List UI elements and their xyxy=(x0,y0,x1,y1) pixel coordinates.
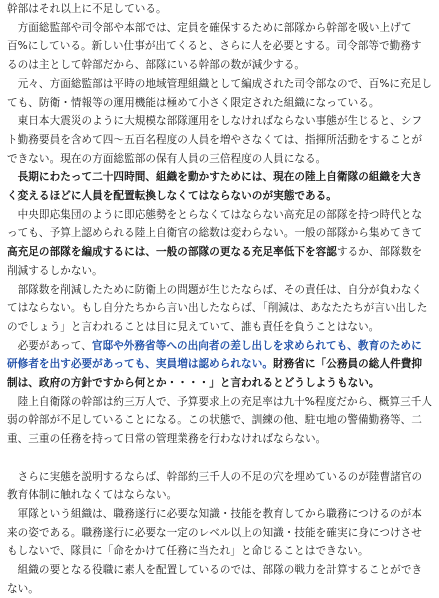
emphasis-long-term: 長期にわたって二十四時間、組織を動かすためには、現在の陸上自衛隊の組織を大きく変えるほどに人員を配置転換しなくてはならないのが実態である。 xyxy=(7,171,423,203)
text-secondment-1: 必要があって、 xyxy=(7,339,92,352)
paragraph-long-term xyxy=(7,168,432,205)
emphasis-finance-ministry: 財務省に「公務員の総人件費抑制は、政府の方針ですから何とか・・・・」と言われるとどうしようもない。 xyxy=(7,358,423,390)
paragraph-nco-education: さらに実態を説明するならば、幹部約三千人の不足の穴を埋めているのが陸曹諸官の教育体制に触れなくてはならない。 xyxy=(7,470,423,502)
paragraph-intro: 幹部はそれ以上に不足している。 xyxy=(7,3,167,15)
paragraph-key-positions: 組織の要となる役職に素人を配置しているのでは、部隊の戦力を計算することができない。 xyxy=(7,564,423,595)
paragraph-army-hq: 元々、方面総監部は平時の地域管理組織として編成された司令部なので、百%に充足しても、防衛・情報等の運用機能は極めて小さく限定された組織になっている。 xyxy=(7,77,433,109)
paragraph-rapid-response xyxy=(7,206,432,281)
emphasis-rapid-response: 高充足の部隊を編成するには、一般の部隊の更なる充足率低下を容認 xyxy=(7,246,337,259)
paragraph-responsibility: 部隊数を削減したために防衛上の問題が生じたならば、その責任は、自分が負わなくてはならない。もし自分たちから言い出したならば、「削減は、あなたたちが言い出したのでしょう」と言われることは目に見えていて、誰も責任を負うことはない。 xyxy=(7,283,428,333)
paragraph-gap xyxy=(7,449,432,468)
paragraph-earthquake: 東日本大震災のように大規模な部隊運用をしなければならない事態が生じると、シフト勤務要員を含めて四～五百名程度の人員を増やさなくては、指揮所活動をすることができない。現在の方面総監部の保有人員の三倍程度の人員になる。 xyxy=(7,115,423,165)
text-rapid-response-1: 中央即応集団のように即応態勢をとらなくてはならない高充足の部隊を持つ時代となっても、予算上認められる陸上自衛官の総数は変わらない。一般の部隊から集めてきて xyxy=(7,208,423,240)
text-rapid-response-2: するか、部隊数を削減するしかない。 xyxy=(7,246,423,277)
paragraph-headquarters: 方面総監部や司令部や本部では、定員を確保するために部隊から幹部を吸い上げて百%にしている。新しい仕事が出てくると、さらに人を必要とする。司令部等で勤務するのは主として幹部だから、部隊にいる幹部の数が減少する。 xyxy=(7,21,422,72)
paragraph-officer-shortage: 陸上自衛隊の幹部は約三万人で、予算要求上の充足率は九十%程度だから、概算三千人弱の幹部が不足していることになる。この状態で、訓練の他、駐屯地の警備勤務等、二重、三重の任務を持って日常の管理業務を行わなければならない。 xyxy=(7,395,433,446)
emphasis-secondment: 官邸や外務省等への出向者の差し出しを求められても、教育のために研修者を出す必要があっても、実員増は認められない。 xyxy=(7,339,422,371)
paragraph-secondment xyxy=(7,337,432,393)
paragraph-military-training: 軍隊という組織は、職務遂行に必要な知識・技能を教育してから職務につけるのが本来の姿である。職務遂行に必要な一定のレベル以上の知識・技能を確実に身につけさせもしないで、隊員に「命をかけて任務に当たれ」と命じることはできない。 xyxy=(7,507,422,558)
